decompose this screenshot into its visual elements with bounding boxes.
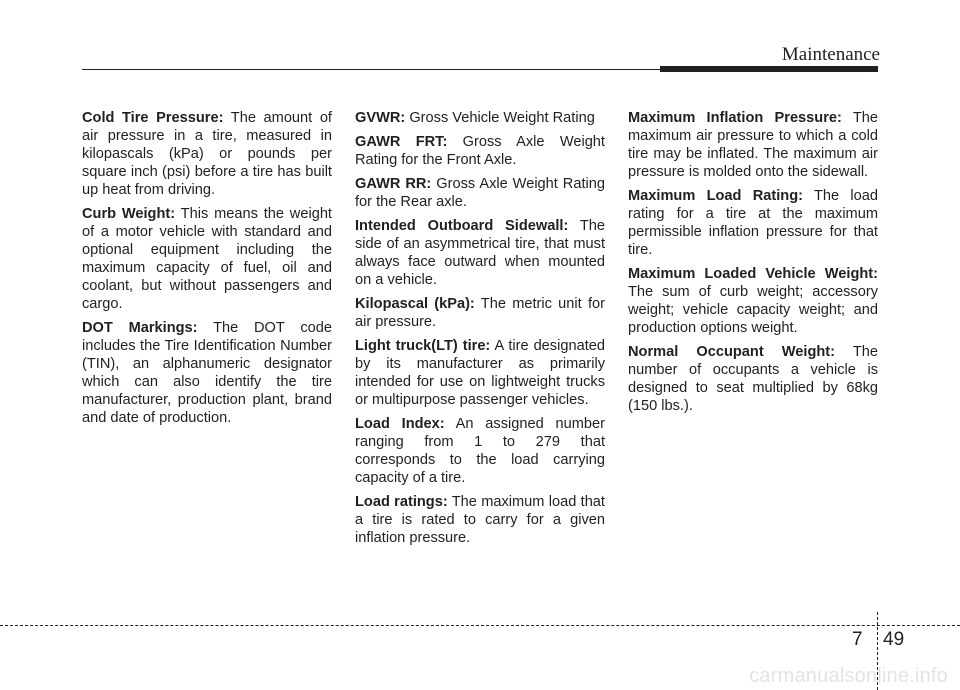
section-title: Maintenance	[781, 44, 880, 65]
glossary-term: Intended Outboard Sidewall:	[355, 218, 569, 234]
glossary-entry	[82, 319, 332, 427]
glossary-definition: Gross Axle Weight Rating for the Front Axle.	[355, 134, 605, 168]
header-rule-thin	[82, 69, 660, 70]
glossary-entry	[355, 217, 605, 289]
footer-dashed-rule	[0, 625, 960, 626]
glossary-entry	[82, 205, 332, 313]
glossary-entry	[355, 295, 605, 331]
glossary-entry	[355, 175, 605, 211]
glossary-column-1	[82, 109, 332, 433]
glossary-term: Cold Tire Pressure:	[82, 110, 224, 126]
glossary-term: Maximum Loaded Vehicle Weight:	[628, 266, 878, 282]
glossary-entry	[628, 343, 878, 415]
glossary-definition: The sum of curb weight; accessory weight; vehicle capacity weight; and production options weight.	[628, 284, 878, 336]
glossary-definition: A tire designated by its manufacturer as primarily intended for use on lightweight trucks or multipurpose passenger vehicles.	[355, 338, 605, 408]
glossary-column-2	[355, 109, 605, 553]
glossary-term: GAWR FRT:	[355, 134, 448, 150]
glossary-definition: The side of an asymmetrical tire, that must always face outward when mounted on a vehicle.	[355, 218, 605, 288]
glossary-term: DOT Markings:	[82, 320, 198, 336]
glossary-definition: Gross Vehicle Weight Rating	[409, 110, 595, 126]
page-number: 49	[883, 629, 905, 650]
glossary-term: Load ratings:	[355, 494, 448, 510]
glossary-column-3	[628, 109, 878, 421]
watermark: carmanualsonline.info	[749, 665, 948, 687]
glossary-definition: The amount of air pressure in a tire, measured in kilopascals (kPa) or pounds per square inch (psi) before a tire has built up heat from driving.	[82, 110, 332, 198]
glossary-entry	[82, 109, 332, 199]
chapter-number: 7	[852, 629, 863, 650]
glossary-term: Kilopascal (kPa):	[355, 296, 475, 312]
glossary-definition: The maximum air pressure to which a cold tire may be inflated. The maximum air pressure is molded onto the sidewall.	[628, 110, 879, 180]
glossary-term: Load Index:	[355, 416, 445, 432]
glossary-definition: The metric unit for air pressure.	[355, 296, 605, 330]
glossary-entry	[355, 109, 605, 127]
glossary-term: Maximum Inflation Pressure:	[628, 110, 842, 126]
glossary-definition: The load rating for a tire at the maximum permissible inflation pressure for that tire.	[628, 188, 878, 258]
glossary-term: Normal Occupant Weight:	[628, 344, 835, 360]
glossary-definition: The number of occupants a vehicle is designed to seat multiplied by 68kg (150 lbs.).	[628, 344, 878, 414]
glossary-definition: An assigned number ranging from 1 to 279 that corresponds to the load carrying capacity of a tire.	[355, 416, 605, 486]
glossary-entry	[355, 133, 605, 169]
glossary-entry	[628, 109, 878, 181]
glossary-definition: The DOT code includes the Tire Identification Number (TIN), an alphanumeric designator which can also identify the tire manufacturer, production plant, brand and date of production.	[82, 320, 332, 426]
glossary-entry	[355, 493, 605, 547]
glossary-term: Curb Weight:	[82, 206, 176, 222]
glossary-entry	[355, 415, 605, 487]
glossary-term: GAWR RR:	[355, 176, 432, 192]
glossary-entry	[355, 337, 605, 409]
glossary-term: GVWR:	[355, 110, 406, 126]
glossary-entry	[628, 187, 878, 259]
glossary-definition: Gross Axle Weight Rating for the Rear axle.	[355, 176, 605, 210]
glossary-definition: The maximum load that a tire is rated to carry for a given inflation pressure.	[355, 494, 605, 546]
header-rule-thick	[660, 66, 878, 72]
glossary-term: Light truck(LT) tire:	[355, 338, 491, 354]
glossary-definition: This means the weight of a motor vehicle with standard and optional equipment including the maximum capacity of fuel, oil and coolant, but without passengers and cargo.	[82, 206, 332, 312]
glossary-term: Maximum Load Rating:	[628, 188, 803, 204]
glossary-entry	[628, 265, 878, 337]
